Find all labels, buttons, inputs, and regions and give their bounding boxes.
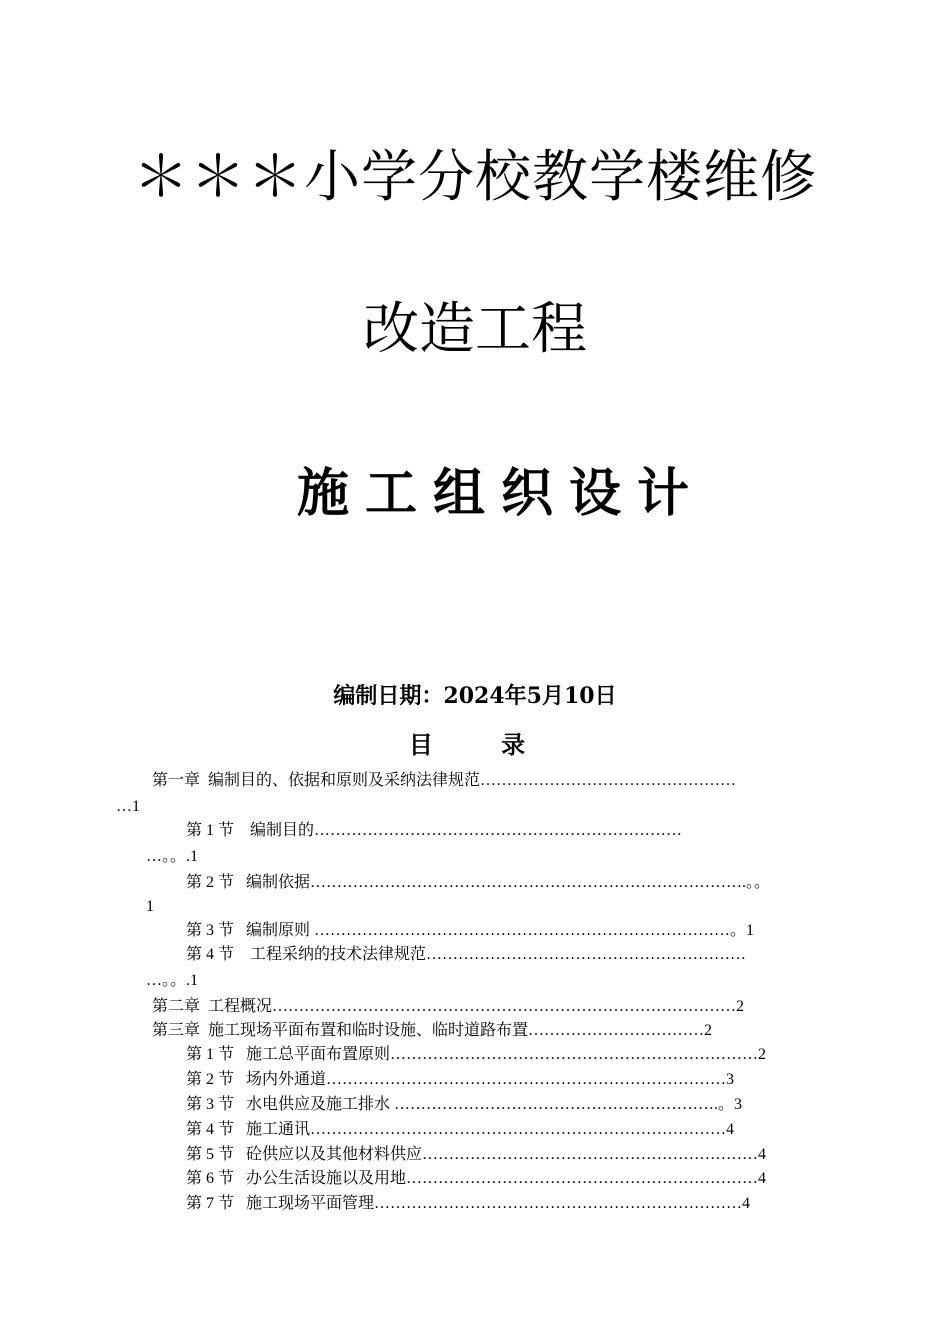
toc-entry-page: 4 (742, 1195, 751, 1212)
toc-entry[interactable] (186, 920, 836, 942)
toc-entry-leader: ………………………………………………………………… (326, 1071, 727, 1088)
document-title-line-1: ＊＊＊小学分校教学楼维修 (133, 145, 817, 210)
toc-entry-leader: …………………………………………………………… (374, 1195, 743, 1212)
toc-entry-label: 第二章 工程概况 (152, 998, 273, 1015)
toc-entry-leader: …………………………………………………………………… (310, 1121, 727, 1138)
toc-entry-leader: …………………………………………………………… (314, 822, 683, 839)
toc-heading: 目 录 (408, 730, 556, 759)
toc-entry-page: .。3 (714, 1096, 743, 1113)
toc-entry[interactable] (186, 1193, 826, 1215)
toc-entry-page: 4 (758, 1146, 767, 1163)
toc-entry-continuation: …。。.1 (146, 972, 199, 989)
toc-entry-page: .。。 (742, 874, 771, 891)
toc-entry-leader: …………………………………………………………………………… (272, 998, 737, 1015)
toc-entry-leader: …………………………………………………… (426, 946, 747, 963)
toc-entry-page: 。1 (730, 922, 755, 939)
toc-entry[interactable] (186, 1168, 826, 1190)
toc-entry-label: 第 1 节 施工总平面布置原则 (186, 1046, 391, 1063)
toc-entry-label: 第 4 节 工程采纳的技术法律规范 (186, 946, 427, 963)
toc-entry-page: 2 (704, 1022, 713, 1039)
toc-entry-leader: ………………………………………………………… (406, 1170, 759, 1187)
toc-entry-label: 第 3 节 水电供应及施工排水 (186, 1096, 395, 1113)
toc-entry-leader: ………………………………………… (480, 772, 737, 789)
toc-entry[interactable] (152, 770, 832, 792)
toc-entry-leader: …………………………………………………………… (390, 1046, 759, 1063)
toc-entry[interactable] (152, 996, 826, 1018)
toc-entry[interactable] (186, 1119, 826, 1141)
toc-entry-label: 第 7 节 施工现场平面管理 (186, 1195, 375, 1212)
document-title-line-2: 改造工程 (363, 297, 587, 362)
toc-entry-label: 第 5 节 砼供应以及其他材料供应 (186, 1146, 423, 1163)
toc-entry-continuation: …1 (116, 798, 140, 815)
toc-entry-label: 第 2 节 场内外通道 (186, 1071, 327, 1088)
toc-entry[interactable] (152, 1020, 826, 1042)
toc-entry-page: 2 (758, 1046, 767, 1063)
toc-entry-continuation: …。。.1 (146, 848, 199, 865)
toc-entry-continuation: 1 (146, 898, 154, 915)
toc-entry-label: 第一章 编制目的、依据和原则及采纳法律规范 (152, 772, 481, 789)
toc-entry-page: 4 (758, 1170, 767, 1187)
toc-entry[interactable] (186, 820, 836, 842)
toc-entry-leader: …………………………………………………… (394, 1096, 715, 1113)
document-title-line-3: 施工组织设计 (296, 464, 705, 524)
toc-entry-leader: …………………………… (528, 1022, 705, 1039)
compile-date: 编制日期：2024年5月10日 (333, 683, 617, 709)
toc-entry-label: 第三章 施工现场平面布置和临时设施、临时道路布置 (152, 1022, 529, 1039)
toc-entry[interactable] (186, 872, 856, 894)
toc-entry-leader: ……………………………………………………… (422, 1146, 759, 1163)
toc-entry-label: 第 1 节 编制目的 (186, 822, 315, 839)
toc-entry-label: 第 3 节 编制原则 (186, 922, 315, 939)
toc-entry[interactable] (186, 1144, 826, 1166)
toc-entry-label: 第 6 节 办公生活设施以及用地 (186, 1170, 407, 1187)
toc-entry[interactable] (186, 1044, 826, 1066)
toc-entry[interactable] (186, 1094, 836, 1116)
toc-entry[interactable] (186, 944, 836, 966)
toc-entry-leader: …………………………………………………………………… (314, 922, 731, 939)
toc-entry-label: 第 4 节 施工通讯 (186, 1121, 311, 1138)
toc-entry-page: 4 (726, 1121, 735, 1138)
toc-entry-page: 2 (736, 998, 745, 1015)
toc-entry[interactable] (186, 1069, 826, 1091)
toc-entry-leader: ……………………………………………………………………… (310, 874, 743, 891)
toc-entry-label: 第 2 节 编制依据 (186, 874, 311, 891)
toc-entry-page: 3 (726, 1071, 735, 1088)
